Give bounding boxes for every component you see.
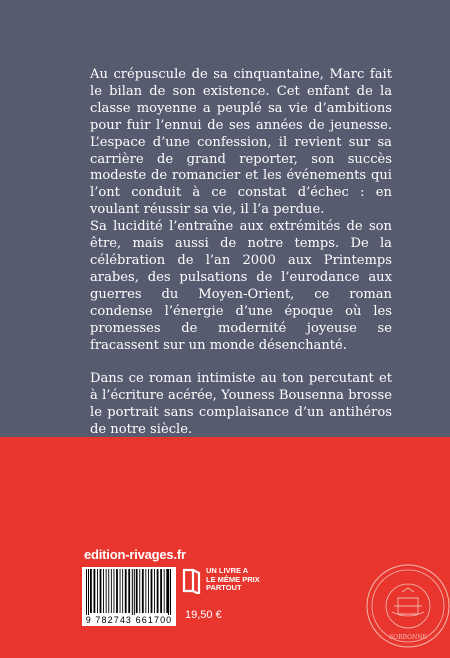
badge-line-2: LE MÊME PRIX xyxy=(206,574,260,584)
barcode-bar xyxy=(125,569,127,613)
book-price-law-icon xyxy=(182,567,202,594)
barcode-bar xyxy=(157,569,159,613)
barcode-bar xyxy=(122,569,123,613)
sorbonne-seal xyxy=(364,562,450,650)
barcode-bar xyxy=(97,569,98,613)
barcode-bar xyxy=(103,569,104,613)
blurb-paragraph-1: Au crépuscule de sa cinquantaine, Marc fait le bilan de son existence. Cet enfant de la classe moyenne a peuplé sa vie d’ambitions pour fuir l’ennui de ses années de jeunesse. L’espace d’une confession, il revient sur sa carrière de grand reporter, son succès modeste de romancier et les événements qui l’ont conduit à ce constat d’échec : en voulant réussir sa vie, il l’a perdue. xyxy=(90,67,392,218)
barcode-bar xyxy=(128,569,130,613)
badge-line-3: PARTOUT xyxy=(206,583,242,593)
blurb-paragraph-2: Sa lucidité l’entraîne aux extrémités de son être, mais aussi de notre temps. De la célébration de l’an 2000 aux Printemps arabes, des pulsations de l’eurodance aux guerres du Moyen-Orient, ce roman condense l’énergie d’une époque où les promesses de modernité joyeuse se fracassent sur un monde désenchanté. xyxy=(90,219,392,353)
barcode-bar xyxy=(151,569,153,613)
isbn-number: 9 782743 661700 xyxy=(82,615,176,626)
barcode-bar xyxy=(136,569,138,613)
barcode-bar xyxy=(88,569,89,615)
barcode-bar xyxy=(154,569,155,613)
barcode-bar xyxy=(148,569,149,613)
barcode xyxy=(82,567,176,615)
barcode-bar xyxy=(120,569,121,613)
barcode-bar xyxy=(132,569,133,615)
price: 19,50 € xyxy=(185,609,222,621)
barcode-bar xyxy=(114,569,115,613)
barcode-bar xyxy=(142,569,144,613)
seal-word: SORBONNE xyxy=(389,634,427,641)
barcode-bar xyxy=(94,569,96,613)
barcode-bar xyxy=(134,569,135,615)
barcode-bar xyxy=(160,569,162,613)
barcode-bar xyxy=(90,569,92,613)
barcode-bar xyxy=(111,569,112,613)
barcode-bar xyxy=(145,569,146,613)
barcode-bar xyxy=(139,569,140,613)
back-cover-blurb xyxy=(90,67,392,439)
barcode-bar xyxy=(86,569,87,615)
barcode-bar xyxy=(108,569,109,613)
badge-line-1: UN LIVRE A xyxy=(206,566,249,575)
barcode-bar xyxy=(116,569,118,613)
blurb-paragraph-3: Dans ce roman intimiste au ton percutant et à l’écriture acérée, Youness Bousenna brosse le portrait sans complaisance d’un antihéros de notre siècle. xyxy=(90,371,392,438)
barcode-bar xyxy=(170,569,171,615)
barcode-bar xyxy=(106,569,107,613)
publisher-website[interactable]: edition-rivages.fr xyxy=(84,547,186,562)
barcode-bars xyxy=(82,567,176,615)
barcode-bar xyxy=(164,569,165,613)
barcode-bar xyxy=(166,569,168,613)
barcode-bar xyxy=(168,569,169,615)
book-price-law-label xyxy=(206,567,260,593)
barcode-bar xyxy=(100,569,102,613)
